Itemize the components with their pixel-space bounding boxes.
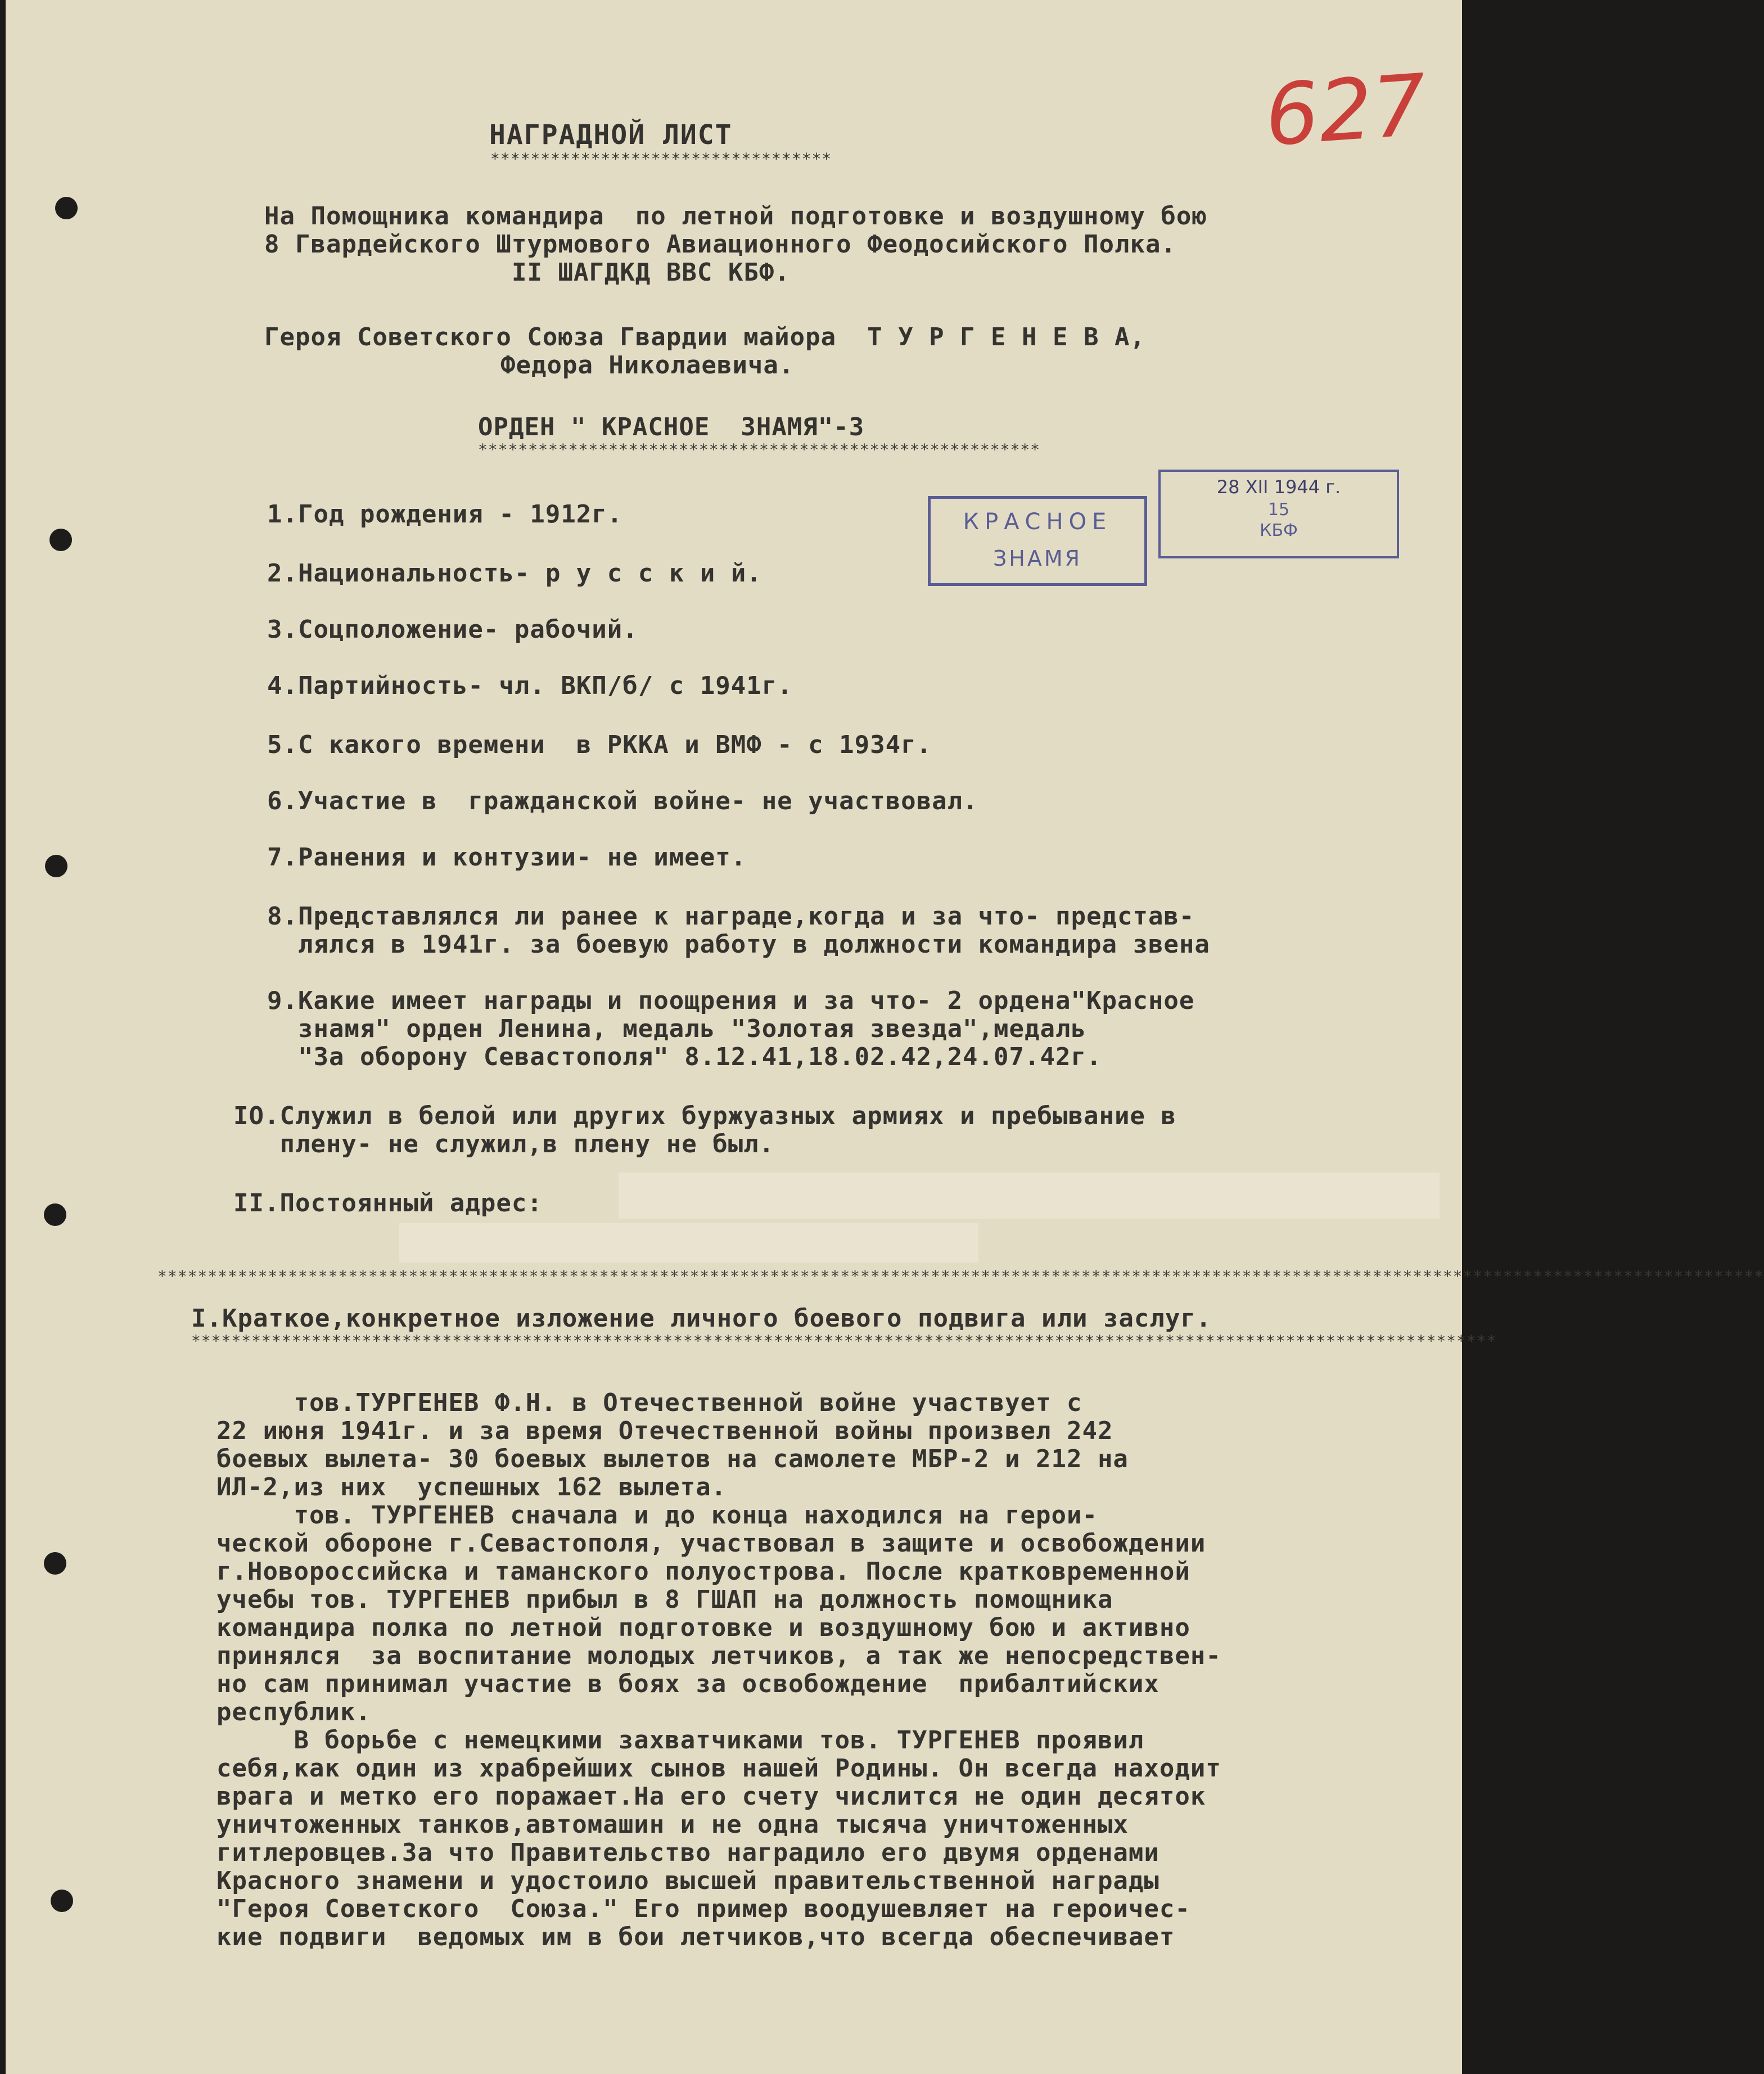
item-service-since: 5.С какого времени в РККА и ВМФ - с 1934г. xyxy=(267,731,932,759)
title-underline: ********************************** xyxy=(490,150,832,168)
body-line: тов. ТУРГЕНЕВ сначала и до конца находился на герои- xyxy=(216,1501,1098,1530)
page-number: 627 xyxy=(1262,56,1430,165)
item-previous-awards-1: 8.Представлялся ли ранее к награде,когда и за что- представ- xyxy=(267,902,1195,931)
header-line-1: На Помощника командира по летной подготовке и воздушному бою xyxy=(264,202,1207,231)
body-line: учебы тов. ТУРГЕНЕВ прибыл в 8 ГШАП на должность помощника xyxy=(216,1585,1113,1614)
body-line: г.Новороссийска и таманского полуострова. После кратковременной xyxy=(216,1557,1190,1586)
body-line: Красного знамени и удостоило высшей правительственной награды xyxy=(216,1866,1160,1895)
section-heading-underline: ********************************************************************************************************************************** xyxy=(191,1332,1497,1350)
section-separator: **************************************************************************************************************************************************************** xyxy=(157,1267,1764,1286)
item-wounds: 7.Ранения и контузии- не имеет. xyxy=(267,843,747,872)
body-line: принялся за воспитание молодых летчиков, а так же непосредствен- xyxy=(216,1642,1221,1670)
document-title: НАГРАДНОЙ ЛИСТ xyxy=(489,119,733,151)
body-line: республик. xyxy=(216,1698,371,1726)
stamp2-line-2: 15 xyxy=(1267,500,1290,520)
header-line-3: II ШАГДКД ВВС КБФ. xyxy=(512,258,790,287)
body-line: но сам принимал участие в боях за освобождение прибалтийских xyxy=(216,1670,1160,1698)
award-line: ОРДЕН " КРАСНОЕ ЗНАМЯ"-3 xyxy=(478,413,865,441)
body-line: тов.ТУРГЕНЕВ Ф.Н. в Отечественной войне участвует с xyxy=(216,1388,1082,1417)
item-white-army-2: плену- не служил,в плену не был. xyxy=(233,1130,775,1158)
punch-hole xyxy=(55,197,78,219)
registration-stamp xyxy=(1158,470,1399,558)
body-line: уничтоженных танков,автомашин и не одна тысяча уничтоженных xyxy=(216,1810,1129,1839)
award-stamp xyxy=(928,496,1147,586)
award-underline: ******************************************************** xyxy=(478,440,1041,459)
item-awards-1: 9.Какие имеет награды и поощрения и за что- 2 ордена"Красное xyxy=(267,986,1195,1015)
punch-hole xyxy=(45,855,67,877)
body-line: ИЛ-2,из них успешных 162 вылета. xyxy=(216,1473,727,1502)
item-civil-war: 6.Участие в гражданской войне- не участвовал. xyxy=(267,787,978,815)
body-line: боевых вылета- 30 боевых вылетов на самолете МБР-2 и 212 на xyxy=(216,1445,1129,1473)
stamp2-line-1: 28 XII 1944 г. xyxy=(1216,476,1341,498)
punch-hole xyxy=(51,1890,73,1912)
section-heading: I.Краткое,конкретное изложение личного боевого подвига или заслуг. xyxy=(191,1304,1212,1333)
header-line-4: Героя Советского Союза Гвардии майора Т У Р Г Е Н Е В А, xyxy=(264,323,1145,351)
item-awards-3: "За оборону Севастополя" 8.12.41,18.02.42,24.07.42г. xyxy=(267,1043,1102,1071)
header-line-5: Федора Николаевича. xyxy=(500,351,795,380)
stamp-line-2: ЗНАМЯ xyxy=(992,546,1082,571)
item-address: II.Постоянный адрес: xyxy=(233,1189,543,1218)
stamp-line-1: КРАСНОЕ xyxy=(963,509,1112,535)
body-line: 22 июня 1941г. и за время Отечественной войны произвел 242 xyxy=(216,1417,1113,1445)
item-nationality: 2.Национальность- р у с с к и й. xyxy=(267,559,762,588)
body-line: ческой обороне г.Севастополя, участвовал в защите и освобождении xyxy=(216,1529,1206,1558)
body-line: В борьбе с немецкими захватчиками тов. ТУРГЕНЕВ проявил xyxy=(216,1726,1144,1755)
redacted-address xyxy=(399,1223,978,1263)
body-line: врага и метко его поражает.На его счету числится не один десяток xyxy=(216,1782,1206,1811)
item-party: 4.Партийность- чл. ВКП/б/ с 1941г. xyxy=(267,671,793,700)
punch-hole xyxy=(49,529,72,551)
stamp2-line-3: КБФ xyxy=(1260,521,1298,540)
item-white-army-1: IO.Служил в белой или других буржуазных армиях и пребывание в xyxy=(233,1102,1176,1130)
punch-hole xyxy=(44,1203,66,1226)
item-awards-2: знамя" орден Ленина, медаль "Золотая звезда",медаль xyxy=(267,1015,1086,1043)
item-social-origin: 3.Соцположение- рабочий. xyxy=(267,615,638,644)
item-birth-year: 1.Год рождения - 1912г. xyxy=(267,500,623,529)
body-line: кие подвиги ведомых им в бои летчиков,что всегда обеспечивает xyxy=(216,1923,1175,1951)
header-line-2: 8 Гвардейского Штурмового Авиационного Феодосийского Полка. xyxy=(264,230,1176,259)
redacted-address xyxy=(619,1173,1440,1219)
punch-hole xyxy=(44,1552,66,1575)
body-line: себя,как один из храбрейших сынов нашей Родины. Он всегда находит xyxy=(216,1754,1221,1783)
document-sheet xyxy=(6,0,1764,2074)
body-line: "Героя Советского Союза." Его пример воодушевляет на героичес- xyxy=(216,1895,1190,1923)
body-line: командира полка по летной подготовке и воздушному бою и активно xyxy=(216,1613,1190,1642)
body-line: гитлеровцев.За что Правительство наградило его двумя орденами xyxy=(216,1838,1160,1867)
item-previous-awards-2: лялся в 1941г. за боевую работу в должности командира звена xyxy=(267,930,1210,959)
